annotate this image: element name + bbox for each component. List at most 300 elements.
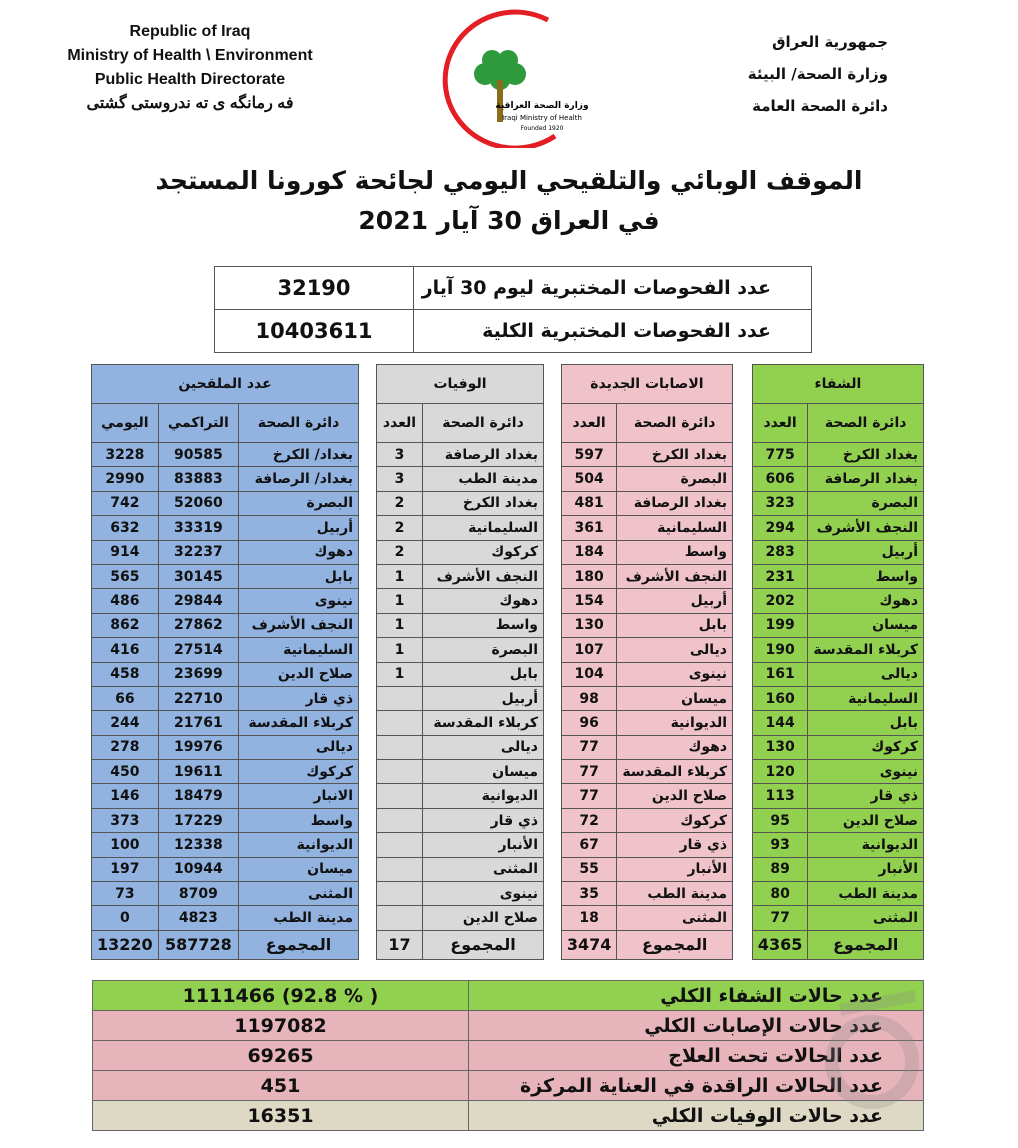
- deaths-count: 3: [377, 443, 423, 467]
- vaccinated-cumulative: 19976: [158, 735, 238, 759]
- recovered-count: 89: [752, 857, 808, 881]
- cases-directorate: أربيل: [617, 589, 733, 613]
- totals-label: عدد الحالات الراقدة في العناية المركزة: [469, 1071, 924, 1101]
- cases-directorate: كربلاء المقدسة: [617, 760, 733, 784]
- totals-row: [93, 1101, 924, 1131]
- vaccinated-row: [92, 564, 359, 588]
- recovered-count: 231: [752, 564, 808, 588]
- recovered-directorate: المثنى: [808, 906, 924, 930]
- cases-directorate: كركوك: [617, 808, 733, 832]
- recovered-directorate: الأنبار: [808, 857, 924, 881]
- cases-count: 597: [561, 443, 617, 467]
- recovered-row: [752, 882, 923, 906]
- vaccinated-directorate: دهوك: [239, 540, 359, 564]
- recovered-row: [752, 735, 923, 759]
- cases-directorate: السليمانية: [617, 516, 733, 540]
- vaccinated-directorate: السليمانية: [239, 638, 359, 662]
- cases-count: 96: [561, 711, 617, 735]
- deaths-count: [377, 760, 423, 784]
- deaths-count: [377, 711, 423, 735]
- vaccinated-total-label: المجموع: [239, 930, 359, 959]
- cases-directorate: الأنبار: [617, 857, 733, 881]
- recovered-count: 323: [752, 491, 808, 515]
- recovered-count: 190: [752, 638, 808, 662]
- vaccinated-title-row: [92, 365, 359, 404]
- vaccinated-directorate: البصرة: [239, 491, 359, 515]
- cases-row: [561, 540, 732, 564]
- recovered-total: 4365: [752, 930, 808, 959]
- vaccinated-cumulative: 21761: [158, 711, 238, 735]
- recovered-row: [752, 516, 923, 540]
- recovered-directorate: كربلاء المقدسة: [808, 638, 924, 662]
- cases-row: [561, 833, 732, 857]
- recovered-count: 120: [752, 760, 808, 784]
- vaccinated-row: [92, 735, 359, 759]
- recovered-total-row: [752, 930, 923, 959]
- cases-row: [561, 638, 732, 662]
- recovered-row: [752, 833, 923, 857]
- cases-total-label: المجموع: [617, 930, 733, 959]
- vaccinated-row: [92, 808, 359, 832]
- vaccinated-directorate: ديالى: [239, 735, 359, 759]
- vaccinated-daily: 458: [92, 662, 159, 686]
- recovered-directorate: السليمانية: [808, 686, 924, 710]
- deaths-directorate: البصرة: [423, 638, 544, 662]
- recovered-count: 80: [752, 882, 808, 906]
- vaccinated-col-name: دائرة الصحة: [239, 404, 359, 443]
- recovered-directorate: كركوك: [808, 735, 924, 759]
- cases-row: [561, 735, 732, 759]
- cases-directorate: ميسان: [617, 686, 733, 710]
- deaths-count: [377, 808, 423, 832]
- logo-ar-text: وزارة الصحة العراقية: [495, 101, 589, 111]
- deaths-directorate: ديالى: [423, 735, 544, 759]
- cases-count: 104: [561, 662, 617, 686]
- deaths-directorate: المثنى: [423, 857, 544, 881]
- cases-row: [561, 662, 732, 686]
- vaccinated-total-row: [92, 930, 359, 959]
- deaths-directorate: نينوى: [423, 882, 544, 906]
- vaccinated-daily: 146: [92, 784, 159, 808]
- deaths-row: [377, 711, 544, 735]
- deaths-row: [377, 735, 544, 759]
- cases-header-row: [561, 404, 732, 443]
- recovered-count: 606: [752, 467, 808, 491]
- deaths-directorate: ميسان: [423, 760, 544, 784]
- deaths-row: [377, 564, 544, 588]
- cases-row: [561, 613, 732, 637]
- vaccinated-daily: 244: [92, 711, 159, 735]
- deaths-total-row: [377, 930, 544, 959]
- totals-row: [93, 981, 924, 1011]
- vaccinated-cumulative: 52060: [158, 491, 238, 515]
- cases-row: [561, 467, 732, 491]
- vaccinated-row: [92, 443, 359, 467]
- cases-count: 67: [561, 833, 617, 857]
- vaccinated-daily: 278: [92, 735, 159, 759]
- recovered-row: [752, 662, 923, 686]
- deaths-count: [377, 686, 423, 710]
- vaccinated-cumulative: 27514: [158, 638, 238, 662]
- deaths-row: [377, 760, 544, 784]
- recovered-row: [752, 491, 923, 515]
- recovered-directorate: ذي قار: [808, 784, 924, 808]
- deaths-row: [377, 638, 544, 662]
- header-left: [40, 20, 340, 116]
- deaths-row: [377, 882, 544, 906]
- vaccinated-daily: 373: [92, 808, 159, 832]
- deaths-count: 1: [377, 564, 423, 588]
- vaccinated-directorate: الديوانية: [239, 833, 359, 857]
- recovered-directorate: بغداد الكرخ: [808, 443, 924, 467]
- recovered-directorate: واسط: [808, 564, 924, 588]
- recovered-count: 283: [752, 540, 808, 564]
- totals-row: [93, 1071, 924, 1101]
- deaths-row: [377, 857, 544, 881]
- vaccinated-col-cumulative: التراكمي: [158, 404, 238, 443]
- vaccinated-cumulative: 17229: [158, 808, 238, 832]
- recovered-row: [752, 638, 923, 662]
- cases-title: الاصابات الجديدة: [561, 365, 732, 404]
- cases-row: [561, 784, 732, 808]
- header-ar-line: وزارة الصحة/ البيئة: [747, 65, 888, 83]
- vaccinated-daily: 914: [92, 540, 159, 564]
- vaccinated-cumulative: 10944: [158, 857, 238, 881]
- vaccinated-directorate: مدينة الطب: [239, 906, 359, 930]
- recovered-directorate: نينوى: [808, 760, 924, 784]
- vaccinated-row: [92, 784, 359, 808]
- vaccinated-directorate: النجف الأشرف: [239, 613, 359, 637]
- cases-directorate: بغداد الكرخ: [617, 443, 733, 467]
- deaths-directorate: بغداد الرصافة: [423, 443, 544, 467]
- vaccinated-directorate: المثنى: [239, 882, 359, 906]
- recovered-count: 113: [752, 784, 808, 808]
- recovered-row: [752, 711, 923, 735]
- cases-title-row: [561, 365, 732, 404]
- totals-value: 1197082: [93, 1011, 469, 1041]
- cases-count: 107: [561, 638, 617, 662]
- deaths-row: [377, 516, 544, 540]
- vaccinated-title: عدد الملقحين: [92, 365, 359, 404]
- vaccinated-row: [92, 686, 359, 710]
- recovered-directorate: ميسان: [808, 613, 924, 637]
- cases-directorate: بابل: [617, 613, 733, 637]
- vaccinated-directorate: بغداد/ الرصافة: [239, 467, 359, 491]
- vaccinated-row: [92, 540, 359, 564]
- cases-directorate: مدينة الطب: [617, 882, 733, 906]
- vaccinated-directorate: بغداد/ الكرخ: [239, 443, 359, 467]
- recovered-count: 77: [752, 906, 808, 930]
- deaths-count: [377, 882, 423, 906]
- cases-count: 184: [561, 540, 617, 564]
- recovered-count: 202: [752, 589, 808, 613]
- cases-total-row: [561, 930, 732, 959]
- cases-count: 18: [561, 906, 617, 930]
- cases-row: [561, 589, 732, 613]
- recovered-directorate: ديالى: [808, 662, 924, 686]
- cases-count: 504: [561, 467, 617, 491]
- lab-row-daily: [215, 267, 812, 310]
- deaths-row: [377, 686, 544, 710]
- deaths-count: 1: [377, 613, 423, 637]
- deaths-col-name: دائرة الصحة: [423, 404, 544, 443]
- lab-daily-label: عدد الفحوصات المختبرية ليوم 30 آيار: [414, 267, 812, 310]
- vaccinated-row: [92, 638, 359, 662]
- deaths-count: [377, 784, 423, 808]
- cases-count: 481: [561, 491, 617, 515]
- vaccinated-table: [91, 364, 359, 960]
- cases-row: [561, 760, 732, 784]
- totals-table: [92, 980, 924, 1131]
- recovered-row: [752, 540, 923, 564]
- page-title: الموقف الوبائي والتلقيحي اليومي لجائحة كورونا المستجد: [155, 166, 863, 195]
- deaths-directorate: صلاح الدين: [423, 906, 544, 930]
- totals-row: [93, 1011, 924, 1041]
- cases-count: 55: [561, 857, 617, 881]
- cases-directorate: واسط: [617, 540, 733, 564]
- header-ar-line: دائرة الصحة العامة: [752, 97, 888, 115]
- cases-count: 154: [561, 589, 617, 613]
- totals-label: عدد حالات الشفاء الكلي: [469, 981, 924, 1011]
- recovered-row: [752, 467, 923, 491]
- vaccinated-cumulative: 12338: [158, 833, 238, 857]
- vaccinated-row: [92, 467, 359, 491]
- cases-col-count: العدد: [561, 404, 617, 443]
- recovered-directorate: البصرة: [808, 491, 924, 515]
- totals-value: 451: [93, 1071, 469, 1101]
- recovered-directorate: مدينة الطب: [808, 882, 924, 906]
- vaccinated-cumulative: 33319: [158, 516, 238, 540]
- lab-tests-table: [214, 266, 812, 353]
- cases-count: 77: [561, 735, 617, 759]
- cases-count: 98: [561, 686, 617, 710]
- recovered-row: [752, 808, 923, 832]
- vaccinated-cumulative: 83883: [158, 467, 238, 491]
- vaccinated-daily: 3228: [92, 443, 159, 467]
- vaccinated-cumulative: 32237: [158, 540, 238, 564]
- vaccinated-total-daily: 13220: [92, 930, 159, 959]
- cases-count: 180: [561, 564, 617, 588]
- lab-daily-value: 32190: [215, 267, 414, 310]
- recovered-title-row: [752, 365, 923, 404]
- deaths-count: [377, 833, 423, 857]
- vaccinated-directorate: ذي قار: [239, 686, 359, 710]
- new-cases-table: [561, 364, 733, 960]
- logo-founded-text: Founded 1920: [520, 125, 564, 132]
- totals-label: عدد الحالات تحت العلاج: [469, 1041, 924, 1071]
- vaccinated-directorate: أربيل: [239, 516, 359, 540]
- vaccinated-daily: 197: [92, 857, 159, 881]
- cases-row: [561, 857, 732, 881]
- cases-row: [561, 516, 732, 540]
- deaths-directorate: دهوك: [423, 589, 544, 613]
- recovered-row: [752, 906, 923, 930]
- vaccinated-directorate: كربلاء المقدسة: [239, 711, 359, 735]
- recovered-count: 775: [752, 443, 808, 467]
- vaccinated-total-cumulative: 587728: [158, 930, 238, 959]
- totals-value: 69265: [93, 1041, 469, 1071]
- header-en-line: Public Health Directorate: [94, 71, 286, 88]
- vaccinated-directorate: بابل: [239, 564, 359, 588]
- recovered-col-name: دائرة الصحة: [808, 404, 924, 443]
- recovered-count: 294: [752, 516, 808, 540]
- deaths-count: 1: [377, 662, 423, 686]
- vaccinated-cumulative: 29844: [158, 589, 238, 613]
- deaths-count: [377, 906, 423, 930]
- vaccinated-row: [92, 833, 359, 857]
- recovered-directorate: دهوك: [808, 589, 924, 613]
- header-ar-line: جمهورية العراق: [772, 33, 888, 51]
- deaths-count: 2: [377, 491, 423, 515]
- vaccinated-row: [92, 613, 359, 637]
- header-en-line: Ministry of Health \ Environment: [67, 47, 313, 64]
- recovered-col-count: العدد: [752, 404, 808, 443]
- cases-count: 72: [561, 808, 617, 832]
- deaths-title-row: [377, 365, 544, 404]
- recovered-count: 130: [752, 735, 808, 759]
- deaths-directorate: كربلاء المقدسة: [423, 711, 544, 735]
- deaths-count: [377, 735, 423, 759]
- deaths-count: 2: [377, 516, 423, 540]
- cases-row: [561, 443, 732, 467]
- cases-row: [561, 564, 732, 588]
- cases-row: [561, 711, 732, 735]
- deaths-directorate: أربيل: [423, 686, 544, 710]
- cases-row: [561, 686, 732, 710]
- cases-row: [561, 906, 732, 930]
- deaths-row: [377, 906, 544, 930]
- recovered-directorate: الديوانية: [808, 833, 924, 857]
- vaccinated-daily: 486: [92, 589, 159, 613]
- vaccinated-row: [92, 491, 359, 515]
- recovered-count: 93: [752, 833, 808, 857]
- recovered-row: [752, 784, 923, 808]
- vaccinated-row: [92, 906, 359, 930]
- deaths-total: 17: [377, 930, 423, 959]
- recovered-count: 144: [752, 711, 808, 735]
- deaths-row: [377, 443, 544, 467]
- vaccinated-row: [92, 882, 359, 906]
- header-right: [688, 26, 888, 122]
- cases-directorate: ذي قار: [617, 833, 733, 857]
- deaths-directorate: ذي قار: [423, 808, 544, 832]
- recovered-directorate: بابل: [808, 711, 924, 735]
- recovered-header-row: [752, 404, 923, 443]
- vaccinated-cumulative: 22710: [158, 686, 238, 710]
- vaccinated-daily: 73: [92, 882, 159, 906]
- vaccinated-daily: 100: [92, 833, 159, 857]
- recovered-row: [752, 760, 923, 784]
- deaths-title: الوفيات: [377, 365, 544, 404]
- deaths-count: 1: [377, 589, 423, 613]
- deaths-row: [377, 613, 544, 637]
- deaths-total-label: المجموع: [423, 930, 544, 959]
- cases-directorate: المثنى: [617, 906, 733, 930]
- recovered-row: [752, 686, 923, 710]
- recovered-table: [752, 364, 924, 960]
- deaths-header-row: [377, 404, 544, 443]
- recovered-count: 95: [752, 808, 808, 832]
- deaths-directorate: السليمانية: [423, 516, 544, 540]
- deaths-directorate: الأنبار: [423, 833, 544, 857]
- vaccinated-cumulative: 8709: [158, 882, 238, 906]
- deaths-directorate: الديوانية: [423, 784, 544, 808]
- vaccinated-row: [92, 857, 359, 881]
- totals-label: عدد حالات الوفيات الكلي: [469, 1101, 924, 1131]
- deaths-count: 3: [377, 467, 423, 491]
- cases-directorate: بغداد الرصافة: [617, 491, 733, 515]
- cases-directorate: البصرة: [617, 467, 733, 491]
- deaths-row: [377, 540, 544, 564]
- vaccinated-directorate: كركوك: [239, 760, 359, 784]
- cases-directorate: ديالى: [617, 638, 733, 662]
- lab-row-total: [215, 310, 812, 353]
- cases-count: 35: [561, 882, 617, 906]
- vaccinated-cumulative: 18479: [158, 784, 238, 808]
- vaccinated-cumulative: 30145: [158, 564, 238, 588]
- deaths-row: [377, 491, 544, 515]
- vaccinated-daily: 416: [92, 638, 159, 662]
- vaccinated-row: [92, 662, 359, 686]
- recovered-directorate: أربيل: [808, 540, 924, 564]
- cases-directorate: دهوك: [617, 735, 733, 759]
- vaccinated-daily: 862: [92, 613, 159, 637]
- cases-row: [561, 491, 732, 515]
- recovered-row: [752, 857, 923, 881]
- recovered-count: 161: [752, 662, 808, 686]
- watermark-logo: [820, 990, 930, 1130]
- vaccinated-cumulative: 27862: [158, 613, 238, 637]
- deaths-row: [377, 467, 544, 491]
- ministry-logo: [430, 8, 605, 148]
- cases-total: 3474: [561, 930, 617, 959]
- deaths-row: [377, 589, 544, 613]
- recovered-directorate: صلاح الدين: [808, 808, 924, 832]
- deaths-count: 1: [377, 638, 423, 662]
- lab-total-label: عدد الفحوصات المختبرية الكلية: [414, 310, 812, 353]
- deaths-count: 2: [377, 540, 423, 564]
- deaths-directorate: بغداد الكرخ: [423, 491, 544, 515]
- totals-value: 1111466 (92.8 % ): [93, 981, 469, 1011]
- deaths-col-count: العدد: [377, 404, 423, 443]
- header-ku-line: فه رمانگه ی ته ندروستی گشتی: [86, 95, 294, 112]
- logo-en-text: Iraqi Ministry of Health: [502, 114, 582, 122]
- recovered-directorate: بغداد الرصافة: [808, 467, 924, 491]
- deaths-table: [376, 364, 544, 960]
- vaccinated-directorate: صلاح الدين: [239, 662, 359, 686]
- vaccinated-directorate: الانبار: [239, 784, 359, 808]
- deaths-directorate: واسط: [423, 613, 544, 637]
- vaccinated-cumulative: 4823: [158, 906, 238, 930]
- deaths-directorate: النجف الأشرف: [423, 564, 544, 588]
- vaccinated-daily: 66: [92, 686, 159, 710]
- vaccinated-cumulative: 19611: [158, 760, 238, 784]
- vaccinated-cumulative: 90585: [158, 443, 238, 467]
- recovered-count: 160: [752, 686, 808, 710]
- recovered-total-label: المجموع: [808, 930, 924, 959]
- vaccinated-directorate: واسط: [239, 808, 359, 832]
- vaccinated-directorate: ميسان: [239, 857, 359, 881]
- cases-directorate: النجف الأشرف: [617, 564, 733, 588]
- cases-directorate: الديوانية: [617, 711, 733, 735]
- deaths-count: [377, 857, 423, 881]
- deaths-directorate: كركوك: [423, 540, 544, 564]
- lab-total-value: 10403611: [215, 310, 414, 353]
- cases-directorate: نينوى: [617, 662, 733, 686]
- vaccinated-col-daily: اليومي: [92, 404, 159, 443]
- recovered-row: [752, 589, 923, 613]
- deaths-row: [377, 662, 544, 686]
